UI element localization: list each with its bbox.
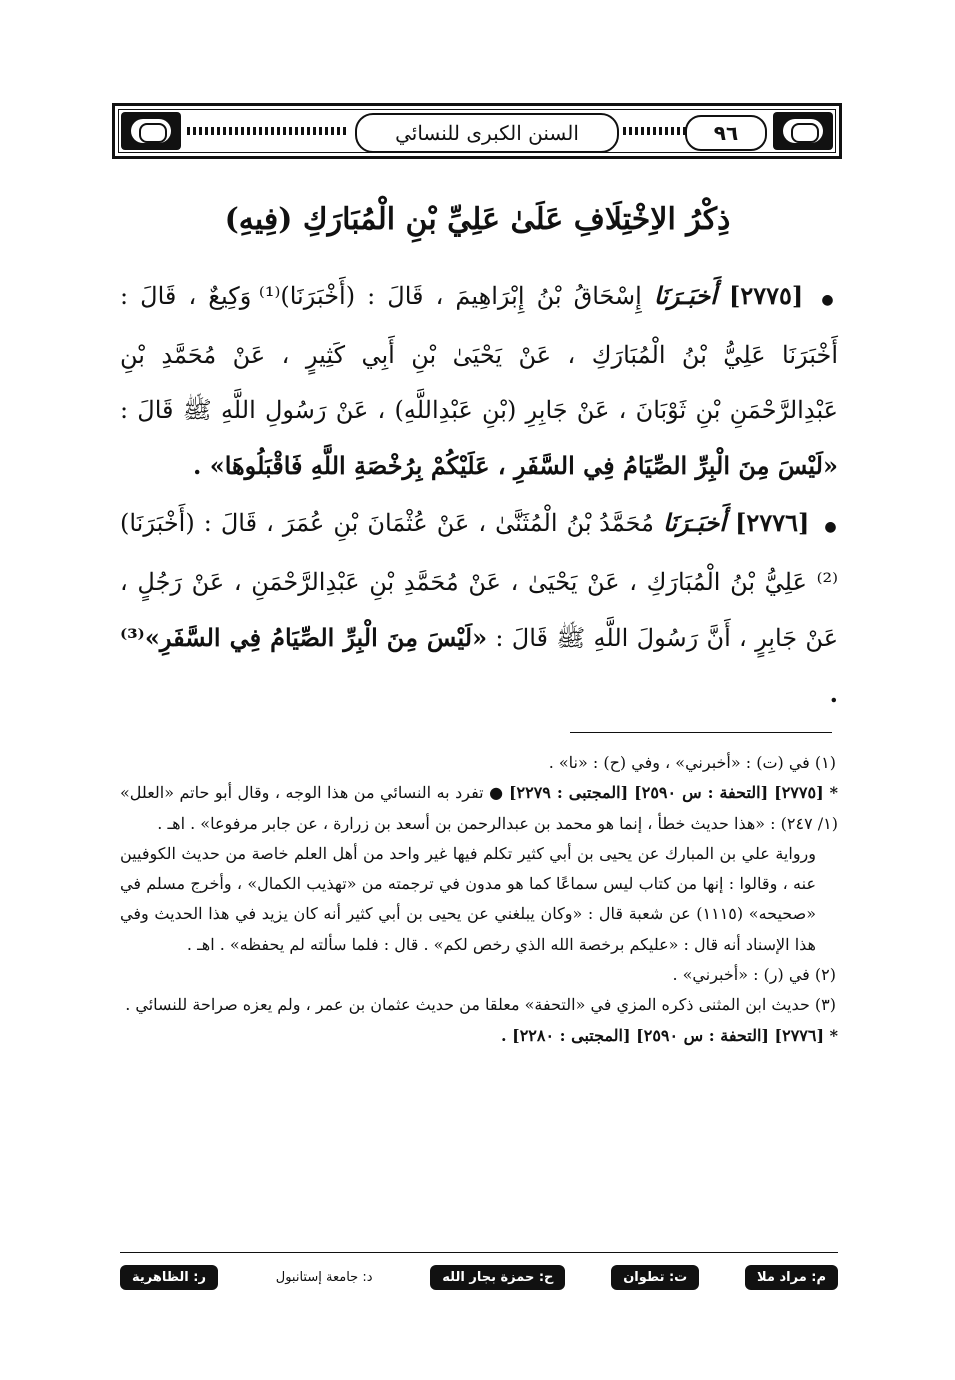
header-decoration — [187, 127, 347, 135]
bottom-divider — [120, 1252, 838, 1253]
book-title: السنن الكبرى للنسائي — [355, 113, 619, 153]
bullet-icon: ● — [821, 292, 838, 308]
frame-corner-icon — [773, 112, 833, 150]
hadith-isnad: مُحَمَّدُ بْنُ الْمُثَنَّىٰ ، عَنْ عُثْمَانَ بْنِ عُمَرَ ، قَالَ : (أَخْبَرَنَا)⁽²⁾ عَلِيُّ بْنُ الْمُبَارَكِ ، عَنْ يَحْيَىٰ ، عَنْ مُحَمَّدِ بْنِ عَبْدِالرَّحْمَنِ ، عَنْ رَجُلٍ ، عَنْ جَابِرٍ ، أَنَّ رَسُولَ اللَّهِ ﷺ قَالَ : — [120, 509, 839, 652]
calligraphy-medallion-icon — [121, 112, 181, 150]
hadith-isnad: إِسْحَاقُ بْنُ إِبْرَاهِيمَ ، قَالَ : (أَخْبَرَنَا)⁽¹⁾ وَكِيعٌ ، قَالَ : أَخْبَرَنَا عَلِيُّ بْنُ الْمُبَارَكِ ، عَنْ يَحْيَىٰ بْنِ أَبِي كَثِيرٍ ، عَنْ مُحَمَّدِ بْنِ عَبْدِالرَّحْمَنِ بْنِ ثَوْبَانَ ، عَنْ جَابِرِ (بْنِ عَبْدِاللَّهِ) ، عَنْ رَسُولِ اللَّهِ ﷺ قَالَ : — [120, 282, 838, 424]
section-title: ذِكْرُ الاِخْتِلَافِ عَلَىٰ عَلِيِّ بْنِ الْمُبَارَكِ (فِيهِ) — [224, 202, 731, 237]
takhrij-text: ● تفرد به النسائي من هذا الوجه ، وقال أبو حاتم «العلل» (١/ ٢٤٧) : «هذا حديث خطأ ، إنما هو محمد بن عبدالرحمن بن أسعد بن زرارة ، عن جابر مرفوعا» . اهـ . — [120, 783, 838, 833]
takhrij-2775-continued: ورواية علي بن المبارك عن يحيى بن أبي كثير تكلم فيها غير واحد من أهل العلم خاصة من حديث الكوفيين عنه ، وقالوا : إنها من كتاب ليس سماعًا كما هو مدون في ترجمته من «تهذيب الكمال» ، وأخرج مسلم في «صحيحه» (١١١٥) عن شعبة قال : «وكان يبلغني عن يحيى بن أبي كثير أنه كان يزيد في هذا الحديث وفي هذا الإسناد أنه قال : «عليكم برخصة الله الذي رخص لكم» . قال : فلما سألته لم يحفظه» . اهـ . — [120, 843, 817, 954]
takhrij-2775 — [120, 778, 838, 839]
hadith-paragraph — [120, 495, 838, 722]
takhrij-reference: * [٢٧٧٥] [التحفة : س ٢٥٩٠] [المجتبى : ٢٢٧٩] — [508, 783, 838, 803]
footnote-2: (٢) في (ر) : «أخبرني» . — [672, 965, 836, 985]
hadith-opening: أَخبَـرَنَا — [663, 508, 727, 537]
manuscript-legend — [120, 1262, 838, 1292]
header-decoration — [623, 127, 687, 135]
manuscript-badge-dal: د: جامعة إستانبول — [264, 1265, 385, 1290]
hadith-paragraph — [120, 268, 838, 494]
footnotes — [120, 748, 838, 1051]
manuscript-badge-ta: ت: تطوان — [611, 1265, 699, 1290]
takhrij-2776: * [٢٧٧٦] [التحفة : س ٢٥٩٠] [المجتبى : ٢٢٨٠] . — [500, 1025, 838, 1045]
footnote-1: (١) في (ت) : «أخبرني» ، وفي (ح) : «نا» . — [548, 753, 836, 772]
manuscript-badge-ha: ح: حمزة بجار الله — [430, 1265, 565, 1290]
hadith-matn: «لَيْسَ مِنَ الْبِرِّ الصِّيَامُ فِي السَّفَرِ»⁽³⁾ . — [120, 623, 838, 708]
hadith-opening: أَخبَـرَنَا — [653, 281, 717, 310]
hadith-matn: «لَيْسَ مِنَ الْبِرِّ الصِّيَامُ فِي السَّفَرِ ، عَلَيْكُمْ بِرُخْصَةِ اللَّهِ فَاقْبَلُوهَا» . — [193, 451, 838, 480]
page-header — [112, 103, 842, 159]
footnote-3: (٣) حديث ابن المثنى ذكره المزي في «التحفة» معلقا من حديث عثمان بن عمر ، ولم يعزه صراحة للنسائي . — [125, 995, 836, 1015]
hadith-number: [٢٧٧٥] — [728, 281, 804, 310]
manuscript-badge-mim: م: مراد ملا — [745, 1265, 838, 1290]
manuscript-badge-ra: ر: الظاهرية — [120, 1265, 218, 1290]
bullet-icon: ● — [824, 519, 839, 535]
page-number: ٩٦ — [685, 115, 767, 151]
hadith-number: [٢٧٧٦] — [735, 508, 810, 537]
footnote-divider — [570, 732, 832, 733]
